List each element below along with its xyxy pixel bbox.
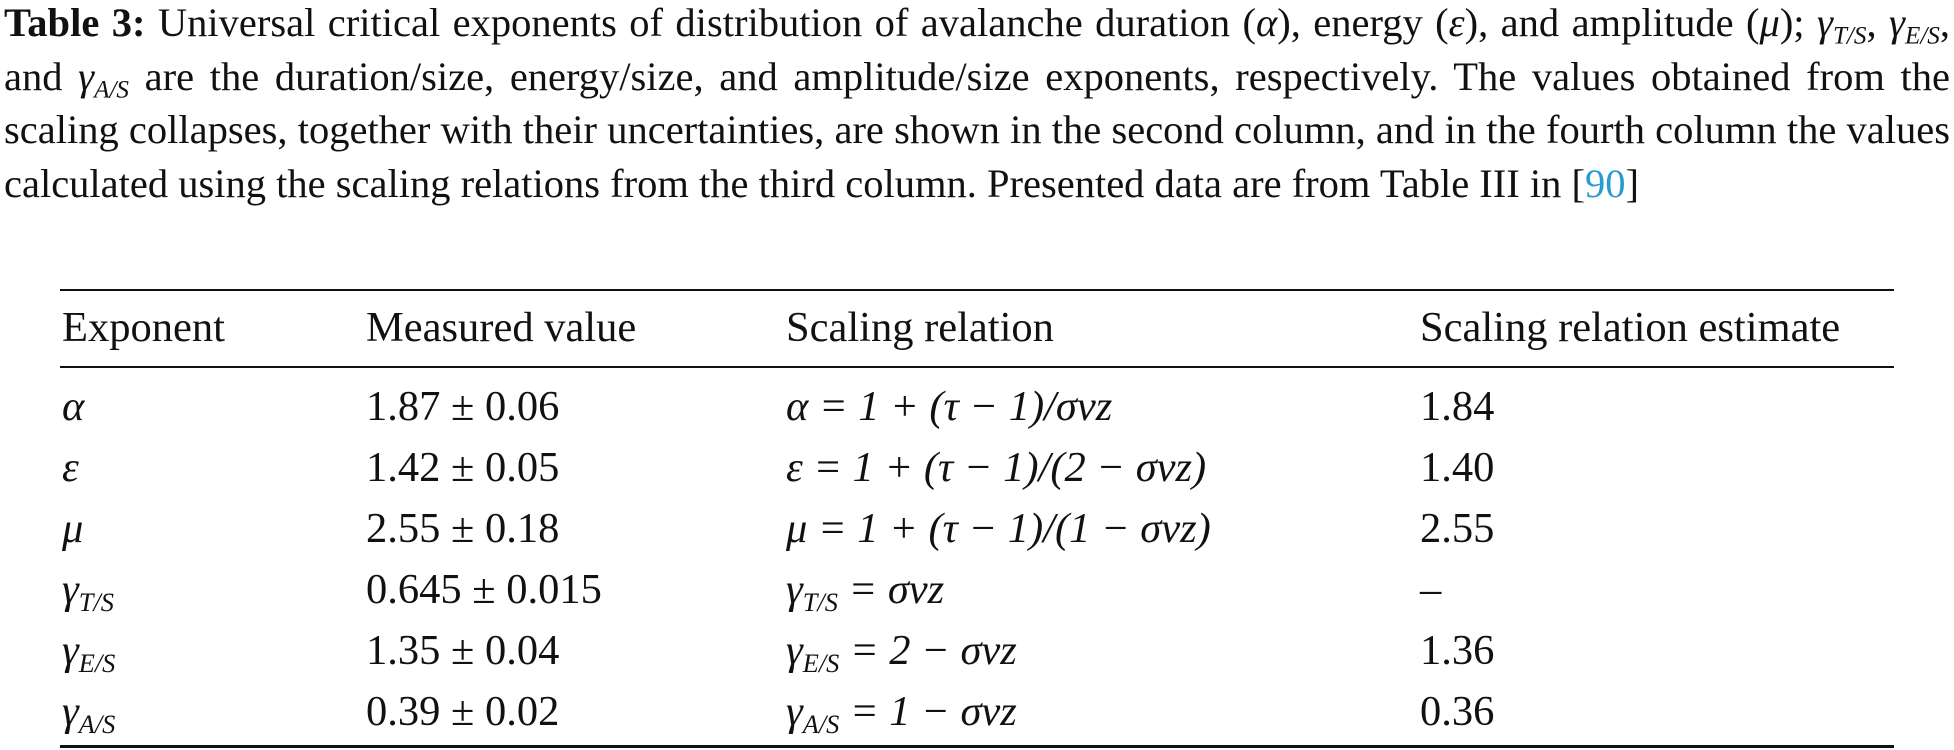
measured-value-cell: 1.35 ± 0.04 — [366, 627, 560, 674]
table-caption — [4, 0, 1950, 210]
caption-symbol-mu: μ — [1759, 0, 1780, 45]
citation-link[interactable]: 90 — [1585, 160, 1626, 206]
exponent-cell — [62, 504, 83, 554]
caption-text: Universal critical exponents of distribution of avalanche duration ( — [145, 0, 1256, 45]
relation-lhs-subscript: A/S — [802, 709, 840, 739]
caption-label: Table 3: — [4, 0, 146, 45]
measured-value-cell: 0.39 ± 0.02 — [366, 688, 560, 735]
caption-symbol-alpha: α — [1255, 0, 1278, 45]
exponent-cell — [62, 687, 115, 737]
caption-text: ), and amplitude ( — [1464, 0, 1760, 45]
estimate-cell: 1.84 — [1420, 383, 1495, 430]
caption-symbol-epsilon: ε — [1448, 0, 1465, 45]
relation-lhs: μ — [786, 505, 808, 552]
exponent-symbol: γ — [62, 688, 79, 735]
exponent-subscript: T/S — [78, 587, 114, 617]
caption-subscript: T/S — [1832, 22, 1867, 50]
exponent-cell — [62, 565, 114, 615]
table-bottom-rule — [60, 745, 1894, 748]
relation-lhs: ε — [786, 444, 803, 491]
scaling-relation-cell — [786, 504, 1211, 554]
column-header-exponent: Exponent — [62, 304, 225, 351]
table-header-rule — [60, 366, 1894, 368]
exponent-symbol: α — [62, 383, 85, 430]
exponent-symbol: γ — [62, 627, 79, 674]
estimate-cell: 1.40 — [1420, 444, 1495, 491]
relation-lhs-subscript: T/S — [802, 587, 838, 617]
relation-lhs: α — [786, 383, 809, 430]
caption-text: ] — [1625, 160, 1640, 206]
relation-lhs: γ — [786, 566, 803, 613]
table-top-rule — [60, 289, 1894, 291]
exponent-cell — [62, 382, 84, 432]
exponent-cell — [62, 626, 115, 676]
scaling-relation-cell — [786, 565, 944, 615]
estimate-cell: 1.36 — [1420, 627, 1495, 674]
scaling-relation-cell — [786, 443, 1206, 493]
estimate-cell: 2.55 — [1420, 505, 1495, 552]
measured-value-cell: 0.645 ± 0.015 — [366, 566, 602, 613]
caption-symbol-gamma: γ — [78, 53, 95, 99]
column-header-estimate: Scaling relation estimate — [1420, 304, 1841, 351]
caption-symbol-gamma: γ — [1889, 0, 1905, 45]
exponent-symbol: μ — [62, 505, 84, 552]
scaling-relation-cell — [786, 687, 1017, 737]
caption-text: are the duration/size, energy/size, and amplitude/size exponents, respectively. The values obtained from the scaling collapses, together with their uncertainties, are shown in the second column, and in the fourth column the values calculated using the scaling relations from the third column. Presented data are from Table III in [ — [4, 53, 1951, 206]
relation-rhs: = 1 + (τ − 1)/(2 − σνz) — [813, 444, 1207, 491]
measured-value-cell: 2.55 ± 0.18 — [366, 505, 560, 552]
caption-text: ); — [1779, 0, 1817, 45]
exponent-symbol: γ — [62, 566, 79, 613]
relation-lhs: γ — [786, 627, 803, 674]
scaling-relation-cell — [786, 382, 1112, 432]
estimate-cell: 0.36 — [1420, 688, 1495, 735]
column-header-measured-value: Measured value — [366, 304, 637, 351]
caption-subscript: E/S — [1904, 22, 1940, 50]
relation-rhs: = 1 − σνz — [849, 688, 1017, 735]
relation-rhs: = 1 + (τ − 1)/σνz — [818, 383, 1113, 430]
estimate-cell: – — [1420, 566, 1442, 613]
exponent-subscript: A/S — [78, 709, 116, 739]
relation-lhs: γ — [786, 688, 803, 735]
relation-rhs: = σνz — [848, 566, 945, 613]
measured-value-cell: 1.42 ± 0.05 — [366, 444, 560, 491]
exponent-cell — [62, 443, 79, 493]
caption-subscript: A/S — [94, 76, 129, 104]
measured-value-cell: 1.87 ± 0.06 — [366, 383, 560, 430]
relation-lhs-subscript: E/S — [802, 648, 840, 678]
exponent-symbol: ε — [62, 444, 79, 491]
relation-rhs: = 1 + (τ − 1)/(1 − σνz) — [817, 505, 1211, 552]
relation-rhs: = 2 − σνz — [849, 627, 1017, 674]
caption-symbol-gamma: γ — [1816, 0, 1833, 45]
scaling-relation-cell — [786, 626, 1017, 676]
caption-text: , — [1866, 0, 1890, 45]
caption-text: ), energy ( — [1277, 0, 1449, 45]
caption-text: , and — [4, 0, 1950, 99]
exponent-subscript: E/S — [78, 648, 116, 678]
column-header-scaling-relation: Scaling relation — [786, 304, 1054, 351]
